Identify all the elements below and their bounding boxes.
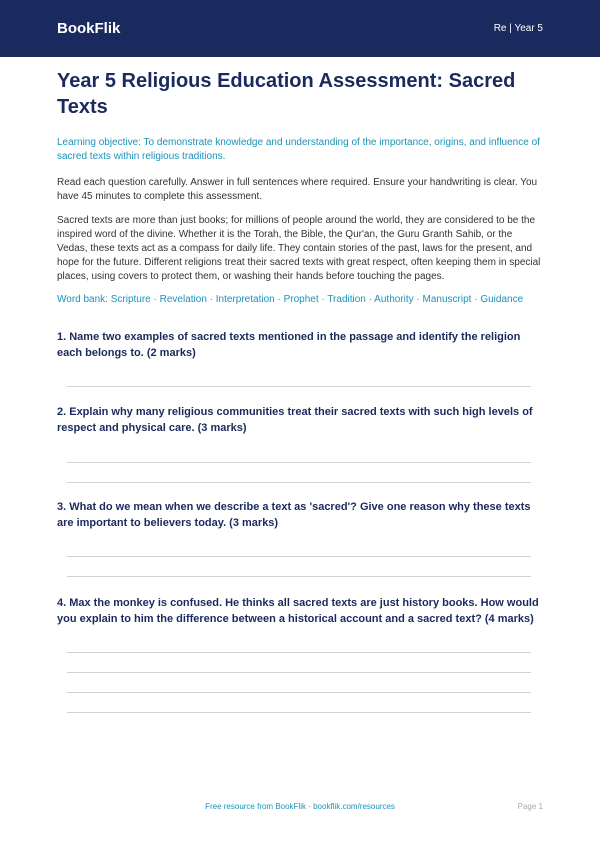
question-1: 1. Name two examples of sacred texts mentioned in the passage and identify the religion each belongs to. (2 marks) xyxy=(57,331,521,359)
footer-resource-link[interactable]: Free resource from BookFlik · bookflik.com/resources xyxy=(205,802,395,811)
answer-line[interactable] xyxy=(67,672,531,673)
question-3: 3. What do we mean when we describe a text as 'sacred'? Give one reason why these texts are important to believers today. (3 marks) xyxy=(57,500,531,529)
page-header xyxy=(0,0,600,57)
page-title: Year 5 Religious Education Assessment: Sacred Texts xyxy=(57,70,516,118)
brand-logo: BookFlik xyxy=(57,20,121,37)
answer-line[interactable] xyxy=(67,692,531,693)
answer-line[interactable] xyxy=(67,556,531,557)
instructions: Read each question carefully. Answer in full sentences where required. Ensure your handwriting is clear. You have 45 minutes to complete this assessment. xyxy=(57,177,538,202)
answer-line[interactable] xyxy=(67,576,531,577)
answer-line[interactable] xyxy=(67,652,531,653)
answer-line[interactable] xyxy=(67,482,531,483)
question-2: 2. Explain why many religious communities treat their sacred texts with such high levels of respect and physical care. (3 marks) xyxy=(57,405,533,434)
learning-objective: Learning objective: To demonstrate knowledge and understanding of the importance, origins, and influence of sacred texts within religious traditions. xyxy=(57,137,540,162)
page-number: Page 1 xyxy=(517,802,543,811)
answer-line[interactable] xyxy=(67,386,531,387)
page-footer xyxy=(0,802,600,811)
question-4: 4. Max the monkey is confused. He thinks all sacred texts are just history books. How would you explain to him the difference between a historical account and a sacred text? (4 marks) xyxy=(57,596,539,625)
word-bank: Word bank: Scripture · Revelation · Interpretation · Prophet · Tradition · Authority · Manuscript · Guidance xyxy=(57,294,524,305)
subject-label: Re | Year 5 xyxy=(493,23,543,34)
answer-line[interactable] xyxy=(67,712,531,713)
reading-passage: Sacred texts are more than just books; for millions of people around the world, they are considered to be the inspired word of the divine. Whether it is the Torah, the Bible, the Qur'an, the Guru Granth Sahib, or the Vedas, these texts act as a compass for daily life. They contain stories of the past, laws for the present, and hope for the future. Different religions treat their sacred texts with great respect, often keeping them in special places, using covers to protect them, or washing their hands before touching the pages. xyxy=(57,215,541,282)
worksheet-content xyxy=(0,68,600,713)
answer-line[interactable] xyxy=(67,462,531,463)
